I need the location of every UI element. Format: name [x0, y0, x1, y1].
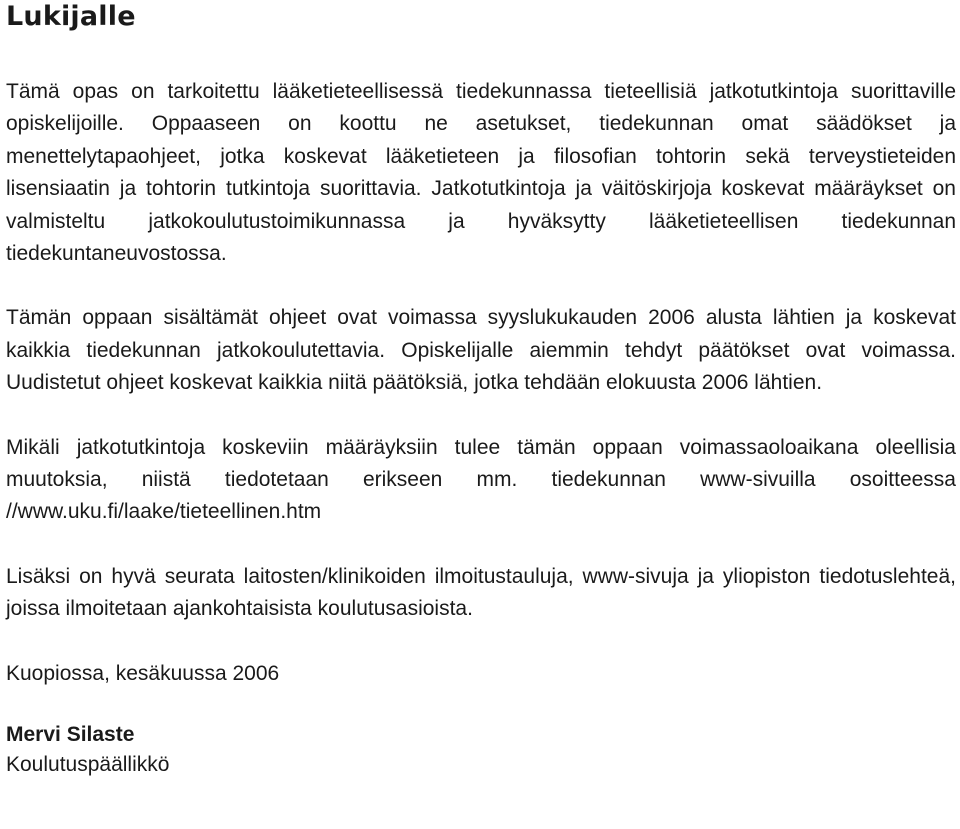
page-title: Lukijalle: [6, 1, 136, 32]
signature-name: Mervi Silaste: [6, 722, 135, 746]
signature-role: Koulutuspäällikkö: [6, 752, 170, 776]
signature-block: [6, 658, 956, 780]
paragraph-further-info: Lisäksi on hyvä seurata laitosten/klinikoiden ilmoitustauluja, www-sivuja ja yliopiston tiedotuslehteä, joissa ilmoitetaan ajankohtaisista koulutusasioista.: [6, 564, 956, 621]
paragraph-changes: Mikäli jatkotutkintoja koskeviin määräyksiin tulee tämän oppaan voimassaoloaikana oleellisia muutoksia, niistä tiedotetaan erikseen mm. tiedekunnan www-sivuilla osoitteessa //www.uku.fi/laake/tieteellinen.htm: [6, 435, 956, 524]
document-page: [6, 0, 956, 780]
signature-place-date: Kuopiossa, kesäkuussa 2006: [6, 661, 280, 685]
paragraph-validity: Tämän oppaan sisältämät ohjeet ovat voimassa syyslukukauden 2006 alusta lähtien ja koskevat kaikkia tiedekunnan jatkokoulutettavia. Opiskelijalle aiemmin tehdyt päätökset ovat voimassa. Uudistetut ohjeet koskevat kaikkia niitä päätöksiä, jotka tehdään elokuusta 2006 lähtien.: [6, 306, 956, 395]
paragraph-intro: Tämä opas on tarkoitettu lääketieteellisessä tiedekunnassa tieteellisiä jatkotutkintoja suorittaville opiskelijoille. Oppaaseen on koottu ne asetukset, tiedekunnan omat säädökset ja menettelytapaohjeet, jotka koskevat lääketieteen ja filosofian tohtorin sekä terveystieteiden lisensiaatin ja tohtorin tutkintoja suorittavia. Jatkotutkintoja ja väitöskirjoja koskevat määräykset on valmisteltu jatkokoulutustoimikunnassa ja hyväksytty lääketieteellisen tiedekunnan tiedekuntaneuvostossa.: [6, 80, 956, 266]
